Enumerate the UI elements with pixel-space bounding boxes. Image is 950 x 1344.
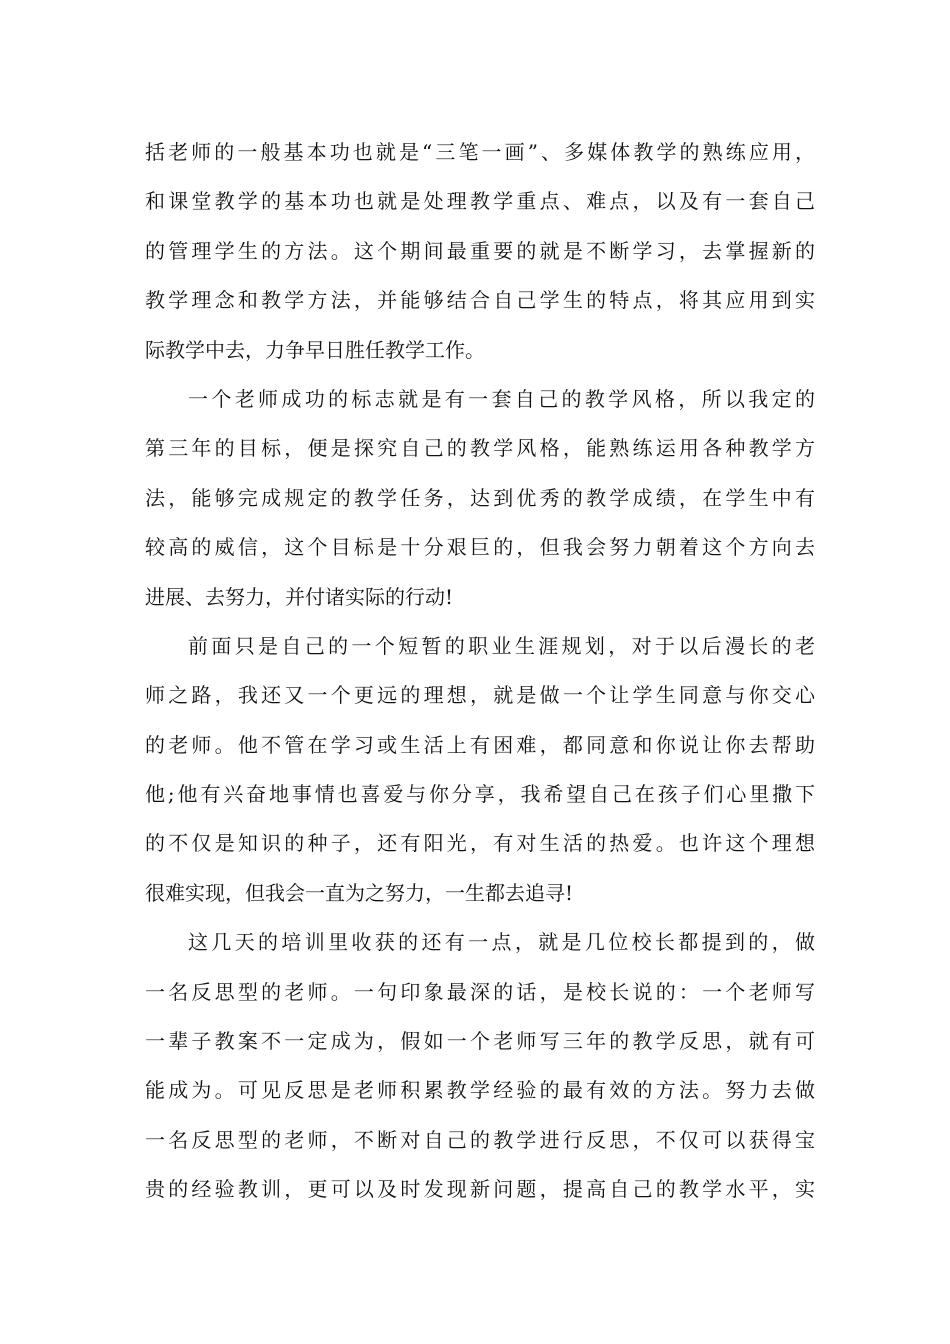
text-line: 贵的经验教训，更可以及时发现新问题，提高自己的教学水平，实 xyxy=(145,1177,815,1202)
text-line: 的老师。他不管在学习或生活上有困难，都同意和你说让你去帮助 xyxy=(145,732,815,757)
text-line: 一辈子教案不一定成为，假如一个老师写三年的教学反思，就有可 xyxy=(145,1029,815,1054)
text-line: 进展、去努力，并付诸实际的行动! xyxy=(145,584,454,609)
text-line: 第三年的目标，便是探究自己的教学风格，能熟练运用各种教学方 xyxy=(145,436,815,461)
text-line: 一名反思型的老师。一句印象最深的话，是校长说的：一个老师写 xyxy=(145,979,815,1004)
text-line: 的不仅是知识的种子，还有阳光，有对生活的热爱。也许这个理想 xyxy=(145,831,815,856)
text-line: 前面只是自己的一个短暂的职业生涯规划，对于以后漫长的老 xyxy=(188,633,815,658)
text-line: 他;他有兴奋地事情也喜爱与你分享，我希望自己在孩子们心里撒下 xyxy=(145,782,815,807)
text-line: 教学理念和教学方法，并能够结合自己学生的特点，将其应用到实 xyxy=(145,288,815,313)
text-line: 的管理学生的方法。这个期间最重要的就是不断学习，去掌握新的 xyxy=(145,238,815,263)
text-line: 括老师的一般基本功也就是“三笔一画”、多媒体教学的熟练应用， xyxy=(145,140,815,164)
text-line: 法，能够完成规定的教学任务，达到优秀的教学成绩，在学生中有 xyxy=(145,485,815,510)
body-text xyxy=(145,128,815,1215)
text-line: 一名反思型的老师，不断对自己的教学进行反思，不仅可以获得宝 xyxy=(145,1127,815,1152)
text-line: 和课堂教学的基本功也就是处理教学重点、难点，以及有一套自己 xyxy=(145,189,815,214)
text-line: 一个老师成功的标志就是有一套自己的教学风格，所以我定的 xyxy=(188,386,815,411)
text-line: 师之路，我还又一个更远的理想，就是做一个让学生同意与你交心 xyxy=(145,683,815,708)
text-line: 较高的威信，这个目标是十分艰巨的，但我会努力朝着这个方向去 xyxy=(145,535,815,560)
text-line: 际教学中去，力争早日胜任教学工作。 xyxy=(145,337,485,362)
text-line: 很难实现，但我会一直为之努力，一生都去追寻! xyxy=(145,880,574,905)
text-line: 能成为。可见反思是老师积累教学经验的最有效的方法。努力去做 xyxy=(145,1078,815,1103)
text-line: 这几天的培训里收获的还有一点，就是几位校长都提到的，做 xyxy=(188,930,815,955)
